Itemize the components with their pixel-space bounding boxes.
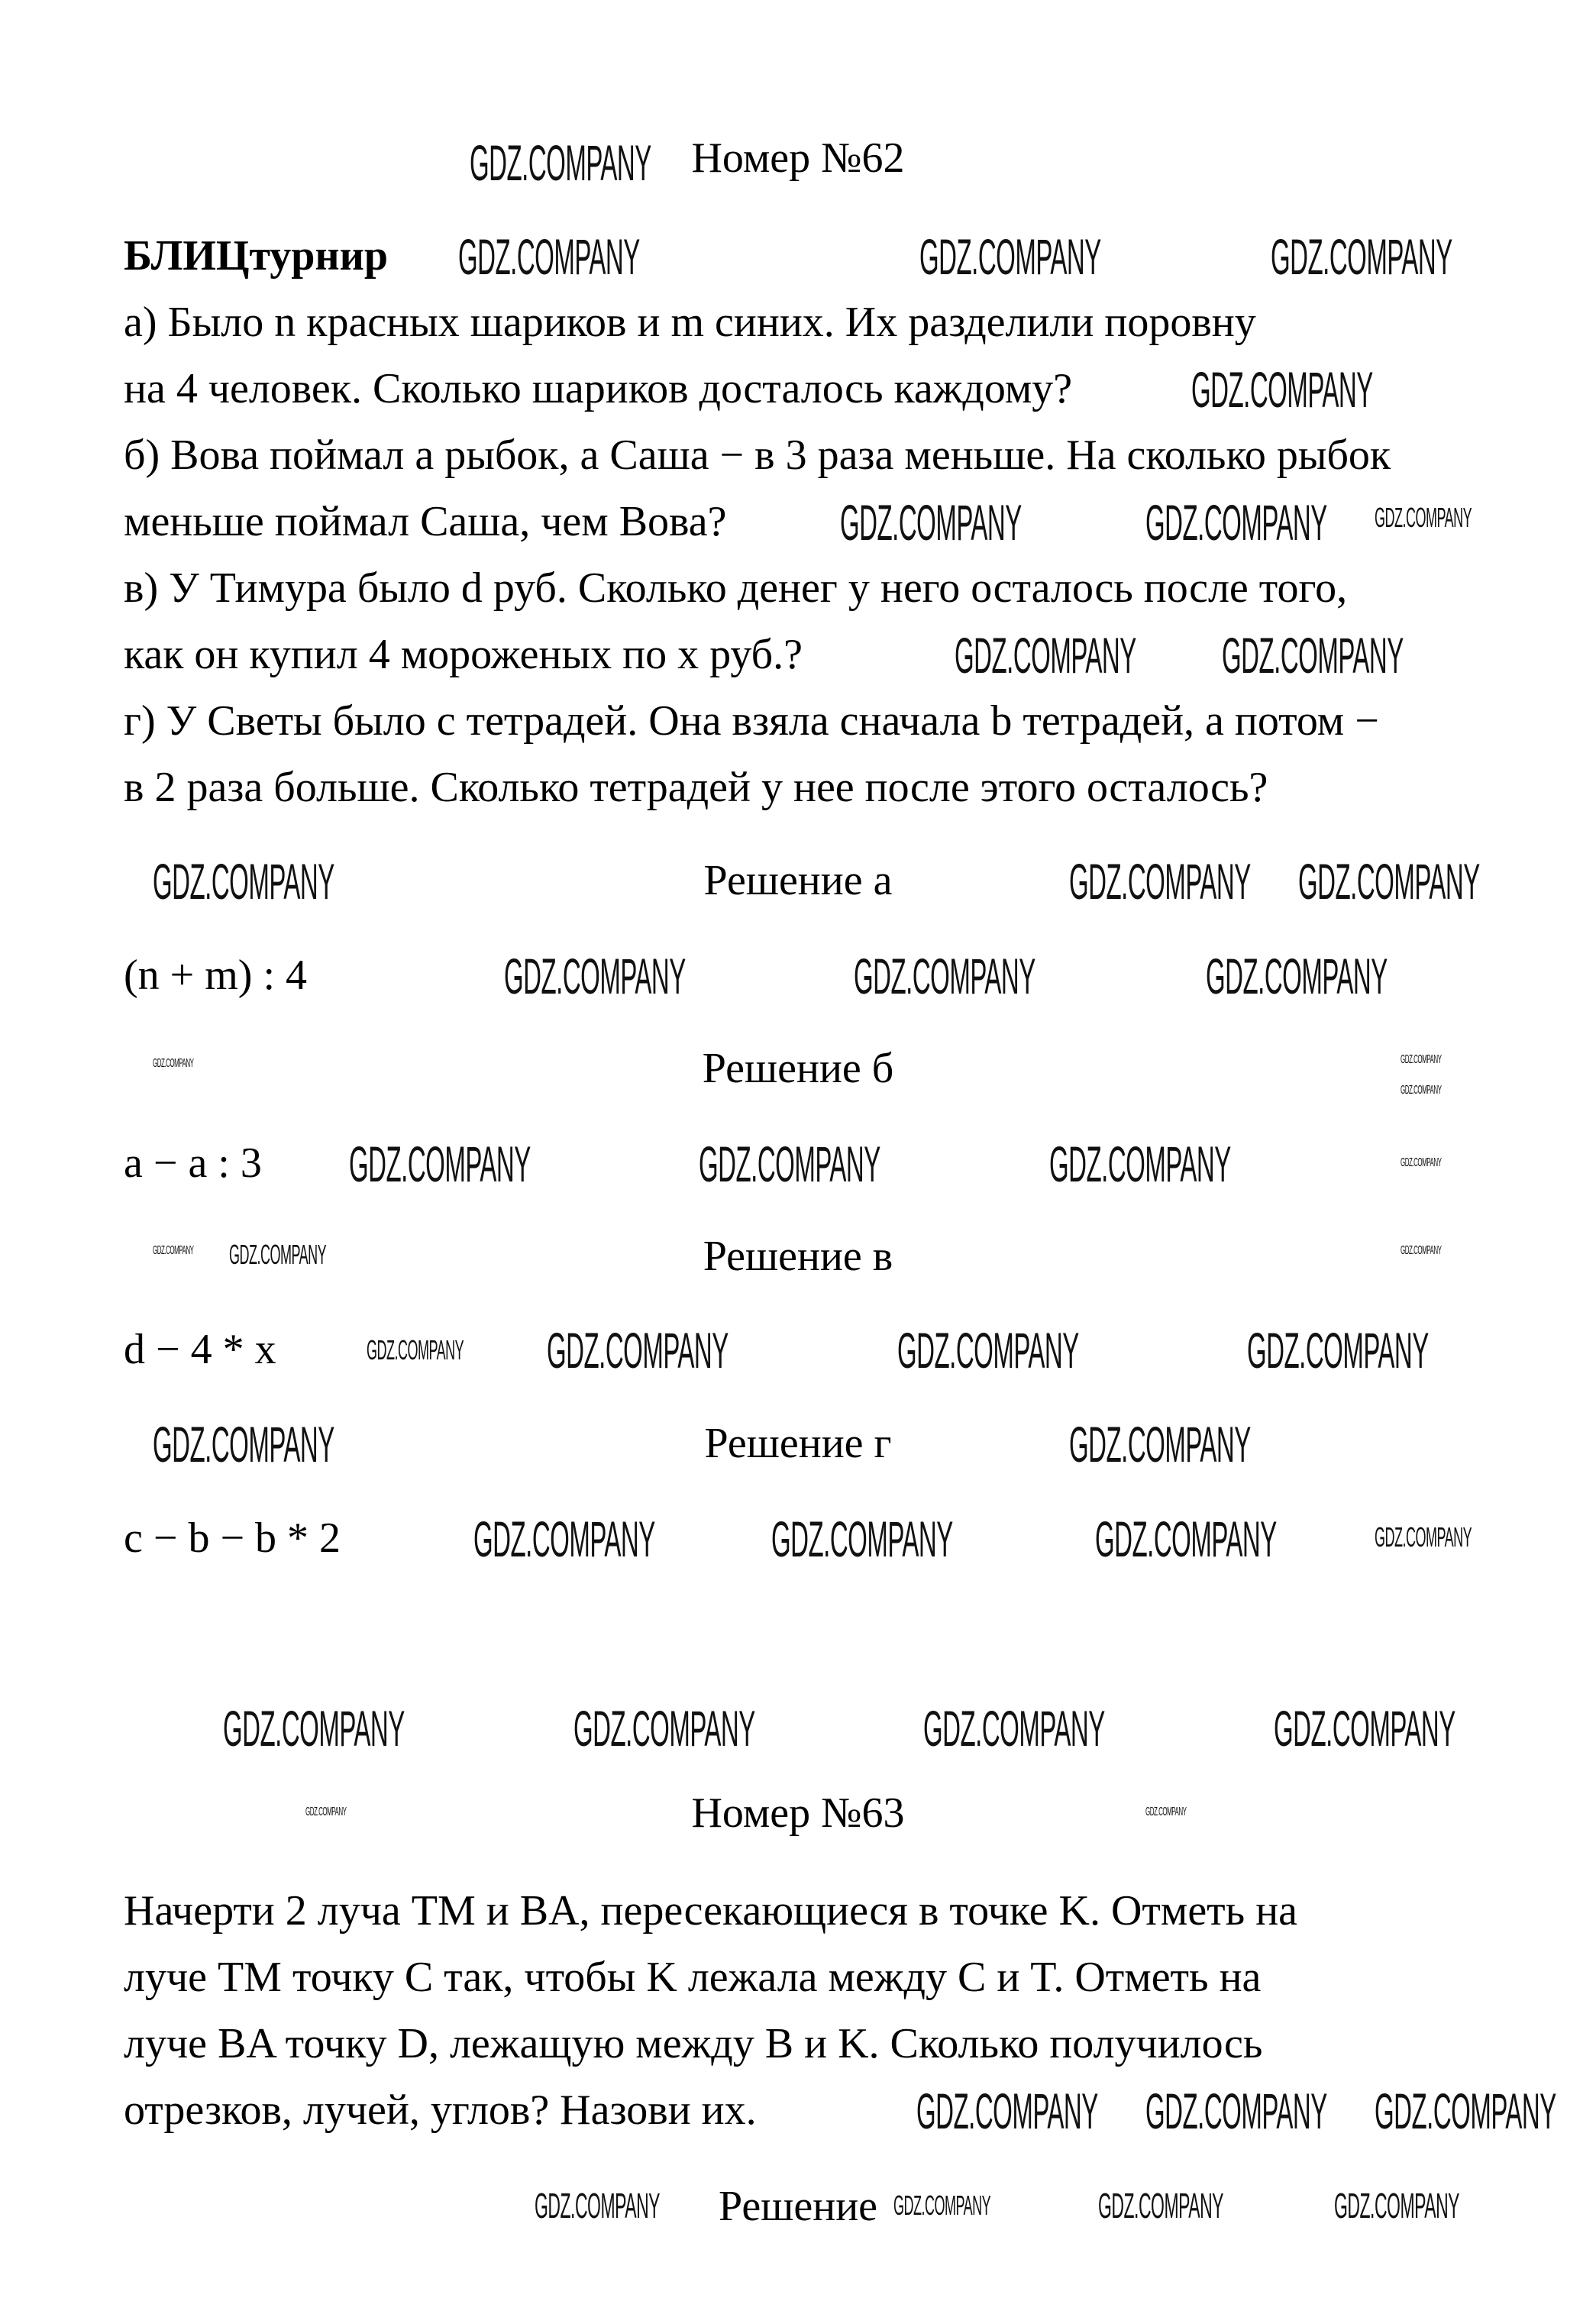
watermark: GDZ.COMPANY <box>367 1334 464 1366</box>
watermark: GDZ.COMPANY <box>916 2083 1098 2139</box>
watermark: GDZ.COMPANY <box>1145 494 1327 551</box>
problem-line: луче BA точку D, лежащую между B и K. Сколько получилось <box>124 2020 1263 2067</box>
solution-v-answer: d − 4 * x <box>124 1326 276 1373</box>
solution-b-answer: a − a : 3 <box>124 1139 262 1187</box>
solution-b-title: Решение б <box>702 1045 894 1092</box>
watermark: GDZ.COMPANY <box>1274 1700 1455 1757</box>
problem-line: а) Было n красных шариков и m синих. Их разделили поровну <box>124 299 1256 346</box>
watermark: GDZ.COMPANY <box>919 228 1101 285</box>
watermark: GDZ.COMPANY <box>573 1700 755 1757</box>
problem-line: луче TM точку C так, чтобы K лежала между C и T. Отметь на <box>124 1954 1262 2001</box>
watermark: GDZ.COMPANY <box>1401 1244 1442 1257</box>
watermark: GDZ.COMPANY <box>1247 1322 1429 1379</box>
watermark: GDZ.COMPANY <box>1375 1521 1472 1553</box>
watermark: GDZ.COMPANY <box>153 853 334 910</box>
task-63-title: Номер №63 <box>691 1789 905 1837</box>
task-63-solution-title: Решение <box>718 2183 878 2230</box>
watermark: GDZ.COMPANY <box>1069 853 1251 910</box>
watermark: GDZ.COMPANY <box>547 1322 729 1379</box>
watermark: GDZ.COMPANY <box>1145 1805 1187 1818</box>
watermark: GDZ.COMPANY <box>153 1057 194 1070</box>
solution-a-answer: (n + m) : 4 <box>124 952 307 999</box>
watermark: GDZ.COMPANY <box>473 1511 655 1567</box>
solution-g-answer: c − b − b * 2 <box>124 1514 341 1562</box>
problem-line: Начерти 2 луча TM и BA, пересекающиеся в точке K. Отметь на <box>124 1887 1298 1935</box>
task-62-title: Номер №62 <box>691 134 905 182</box>
problem-line: отрезков, лучей, углов? Назови их. <box>124 2086 757 2134</box>
problem-line: г) У Светы было c тетрадей. Она взяла сначала b тетрадей, а потом − <box>124 697 1379 745</box>
watermark: GDZ.COMPANY <box>1069 1416 1251 1472</box>
problem-line: меньше поймал Саша, чем Вова? <box>124 498 727 545</box>
watermark: GDZ.COMPANY <box>1095 1511 1277 1567</box>
solution-v-title: Решение в <box>703 1233 893 1280</box>
blitz-heading: БЛИЦтурнир <box>124 232 389 280</box>
watermark: GDZ.COMPANY <box>470 134 651 191</box>
watermark: GDZ.COMPANY <box>1375 2083 1556 2139</box>
watermark: GDZ.COMPANY <box>504 948 686 1004</box>
watermark: GDZ.COMPANY <box>458 228 640 285</box>
watermark: GDZ.COMPANY <box>923 1700 1105 1757</box>
watermark: GDZ.COMPANY <box>893 2190 991 2221</box>
watermark: GDZ.COMPANY <box>771 1511 953 1567</box>
watermark: GDZ.COMPANY <box>305 1805 347 1818</box>
problem-line: на 4 человек. Сколько шариков досталось каждому? <box>124 365 1073 412</box>
watermark: GDZ.COMPANY <box>1401 1053 1442 1066</box>
watermark: GDZ.COMPANY <box>535 2186 661 2225</box>
watermark: GDZ.COMPANY <box>153 1244 194 1257</box>
watermark: GDZ.COMPANY <box>1191 361 1373 418</box>
watermark: GDZ.COMPANY <box>1206 948 1388 1004</box>
watermark: GDZ.COMPANY <box>840 494 1022 551</box>
watermark: GDZ.COMPANY <box>1401 1156 1442 1169</box>
watermark: GDZ.COMPANY <box>223 1700 405 1757</box>
watermark: GDZ.COMPANY <box>1271 228 1452 285</box>
solution-a-title: Решение а <box>703 857 893 904</box>
watermark: GDZ.COMPANY <box>854 948 1035 1004</box>
solution-g-title: Решение г <box>704 1420 892 1467</box>
watermark: GDZ.COMPANY <box>1098 2186 1224 2225</box>
watermark: GDZ.COMPANY <box>1049 1136 1231 1192</box>
watermark: GDZ.COMPANY <box>1298 853 1480 910</box>
problem-line: в 2 раза больше. Сколько тетрадей у нее после этого осталось? <box>124 764 1268 811</box>
problem-line: как он купил 4 мороженых по x руб.? <box>124 631 803 678</box>
watermark: GDZ.COMPANY <box>349 1136 531 1192</box>
watermark: GDZ.COMPANY <box>1401 1084 1442 1097</box>
watermark: GDZ.COMPANY <box>1222 627 1404 684</box>
watermark: GDZ.COMPANY <box>955 627 1136 684</box>
problem-line: в) У Тимура было d руб. Сколько денег у него осталось после того, <box>124 564 1348 612</box>
watermark: GDZ.COMPANY <box>1334 2186 1460 2225</box>
watermark: GDZ.COMPANY <box>897 1322 1079 1379</box>
watermark: GDZ.COMPANY <box>153 1416 334 1472</box>
watermark: GDZ.COMPANY <box>699 1136 880 1192</box>
watermark: GDZ.COMPANY <box>1145 2083 1327 2139</box>
watermark: GDZ.COMPANY <box>229 1239 327 1270</box>
problem-line: б) Вова поймал a рыбок, а Саша − в 3 раза меньше. На сколько рыбок <box>124 432 1391 479</box>
watermark: GDZ.COMPANY <box>1375 502 1472 533</box>
